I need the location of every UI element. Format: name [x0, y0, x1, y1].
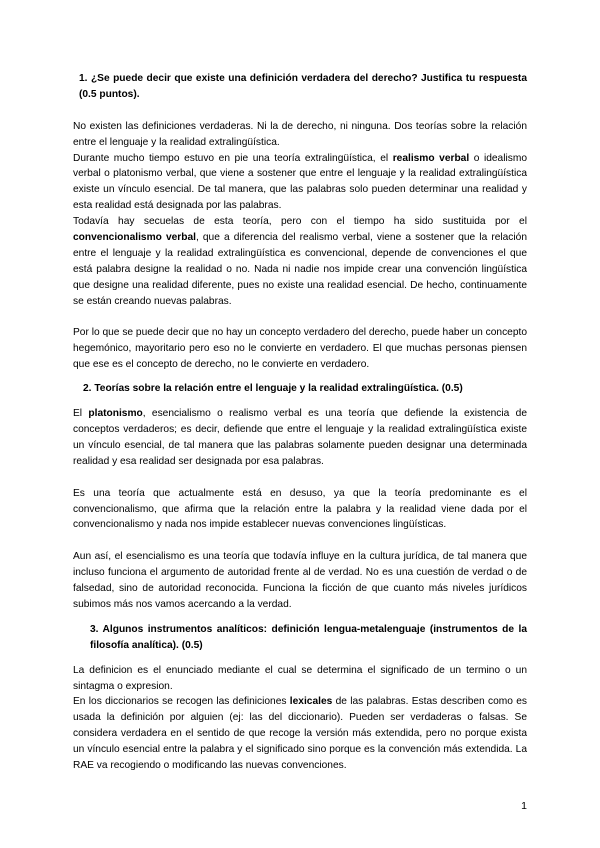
text-run: Durante mucho tiempo estuvo en pie una teoría extralingüística, el — [73, 152, 393, 164]
document-page — [73, 71, 527, 774]
text-run: , esencialismo o realismo verbal es una teoría que defiende la existencia de conceptos verdaderos; es decir, defiende que entre el lenguaje y la realidad extralingüística existe un vínculo esencial, de tal manera que las palabras solamente pueden designar una determinada realidad y esa realidad ser designada por esa palabras. — [73, 408, 527, 467]
section-1-heading: 1. ¿Se puede decir que existe una definición verdadera del derecho? Justifica tu respuesta (0.5 puntos). — [79, 73, 527, 100]
page-number: 1 — [521, 800, 527, 812]
term-realismo-verbal: realismo verbal — [392, 152, 470, 164]
section-3-paragraph-1: La definicion es el enunciado mediante el cual se determina el significado de un termino o un sintagma o expresion. — [73, 664, 527, 692]
section-2-heading: 2. Teorías sobre la relación entre el lenguaje y la realidad extralingüística. (0.5) — [83, 383, 463, 395]
term-convencionalismo-verbal: convencionalismo verbal — [73, 232, 196, 244]
section-1-paragraph-4: Por lo que se puede decir que no hay un concepto verdadero del derecho, puede haber un concepto hegemónico, mayoritario pero eso no le convierte en verdadero. El que muchas personas piensen que ese es el concepto de derecho, no le convierte en verdadero. — [73, 327, 527, 371]
text-run: En los diccionarios se recogen las definiciones — [73, 696, 290, 708]
section-1-paragraph-2 — [73, 151, 527, 215]
text-run: de las palabras. Estas describen como es usada la definición por alguien (ej: las del diccionario). Pueden ser verdaderas o falsas. Se considera verdadera en el sentido de que recoge la versión más extendida, pero no porque exista un vínculo esencial entre la palabra y el significado sino porque es la convención más extendida. La RAE va recogiendo o modificando las nuevas convenciones. — [73, 696, 527, 772]
term-platonismo: platonismo — [88, 408, 143, 420]
section-2-paragraph-2: Es una teoría que actualmente está en desuso, ya que la teoría predominante es el convencionalismo, que afirma que la relación entre la palabra y la realidad viene dada por el convencionalismo y nada nos impide establecer nuevas convenciones lingüísticas. — [73, 487, 527, 531]
section-1-paragraph-1: No existen las definiciones verdaderas. Ni la de derecho, ni ninguna. Dos teorías sobre la relación entre el lenguaje y la realidad extralingüística. — [73, 120, 527, 148]
section-3-heading: 3. Algunos instrumentos analíticos: definición lengua-metalenguaje (instrumentos de la filosofía analítica). (0.5) — [90, 623, 527, 651]
text-run: Todavía hay secuelas de esta teoría, pero con el tiempo ha sido sustituida por el — [73, 216, 527, 228]
section-1-paragraph-3 — [73, 214, 527, 309]
text-run: El — [73, 408, 89, 420]
section-3-paragraph-2 — [73, 694, 527, 774]
text-run: , que a diferencia del realismo verbal, viene a sostener que la relación entre el lenguaje y la realidad extralingüística es convencional, depende de convenciones el que está palabra designe la realidad o no. Nada ni nadie nos impide crear una convención lingüística que designe una realidad diferente, pues no existe una realidad esencial. De hecho, continuamente se están creando nuevas palabras. — [73, 232, 527, 307]
section-2-paragraph-3: Aun así, el esencialismo es una teoría que todavía influye en la cultura jurídica, de tal manera que incluso funciona el argumento de autoridad frente al de verdad. No es una cuestión de verdad o de falsedad, sino de autoridad reconocida. Funciona la ficción de que cuanto más niveles jurídicos subimos más nos vamos acercando a la verdad. — [73, 551, 527, 610]
text-run: o idealismo verbal o platonismo verbal, que viene a sostener que entre el lenguaje y la realidad extralingüística existe un vínculo esencial. De tal manera, que las palabras solo pueden determinar una realidad y esta realidad está designada por las palabras. — [73, 152, 527, 212]
term-lexicales: lexicales — [289, 696, 333, 708]
section-2-paragraph-1 — [73, 406, 527, 470]
